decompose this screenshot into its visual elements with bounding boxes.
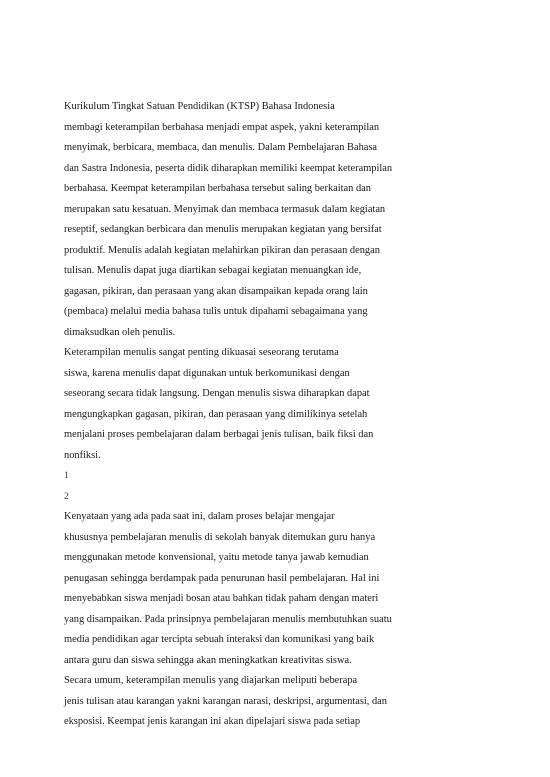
paragraph-line: menyebabkan siswa menjadi bosan atau bahkan tidak paham dengan materi: [64, 593, 379, 604]
paragraph-line: Kenyataan yang ada pada saat ini, dalam proses belajar mengajar: [64, 511, 335, 522]
paragraph-line: antara guru dan siswa sehingga akan meningkatkan kreativitas siswa.: [64, 654, 352, 666]
paragraph-line: penugasan sehingga berdampak pada penurunan hasil pembelajaran. Hal ini: [64, 572, 380, 584]
paragraph-line: nonfiksi.: [64, 449, 101, 461]
paragraph-line: media pendidikan agar tercipta sebuah interaksi dan komunikasi yang baik: [64, 634, 375, 645]
paragraph-line: (pembaca) melalui media bahasa tulis untuk dipahami sebagaimana yang: [64, 306, 368, 317]
paragraph-line: siswa, karena menulis dapat digunakan untuk berkomunikasi dengan: [64, 367, 350, 379]
paragraph-line: reseptif, sedangkan berbicara dan menulis merupakan kegiatan yang bersifat: [64, 224, 382, 235]
paragraph-line: merupakan satu kesatuan. Menyimak dan membaca termasuk dalam kegiatan: [64, 203, 386, 215]
paragraph-line: menjalani proses pembelajaran dalam berbagai jenis tulisan, baik fiksi dan: [64, 429, 374, 440]
paragraph-line: khususnya pembelajaran menulis di sekolah banyak ditemukan guru hanya: [64, 531, 376, 543]
paragraph-line: yang disampaikan. Pada prinsipnya pembelajaran menulis membutuhkan suatu: [64, 613, 392, 625]
paragraph-line: eksposisi. Keempat jenis karangan ini akan dipelajari siswa pada setiap: [64, 716, 361, 727]
paragraph-line: tulisan. Menulis dapat juga diartikan sebagai kegiatan menuangkan ide,: [64, 265, 362, 276]
paragraph-line: menggunakan metode konvensional, yaitu metode tanya jawab kemudian: [64, 552, 369, 563]
paragraph-line: Secara umum, keterampilan menulis yang diajarkan meliputi beberapa: [64, 675, 358, 686]
paragraph-line: seseorang secara tidak langsung. Dengan menulis siswa diharapkan dapat: [64, 388, 370, 399]
paragraph-line: produktif. Menulis adalah kegiatan melahirkan pikiran dan perasaan dengan: [64, 244, 380, 256]
page-number: 2: [64, 491, 69, 502]
paragraph-line: menyimak, berbicara, membaca, dan menulis. Dalam Pembelajaran Bahasa: [64, 142, 378, 153]
paragraph-line: mengungkapkan gagasan, pikiran, dan perasaan yang dimilikinya setelah: [64, 408, 368, 420]
paragraph-line: berbahasa. Keempat keterampilan berbahasa tersebut saling berkaitan dan: [64, 183, 371, 194]
paragraph-line: dimaksudkan oleh penulis.: [64, 326, 176, 338]
page-number: 1: [64, 471, 69, 481]
paragraph-line: dan Sastra Indonesia, peserta didik diharapkan memiliki keempat keterampilan: [64, 162, 393, 174]
paragraph-line: membagi keterampilan berbahasa menjadi empat aspek, yakni keterampilan: [64, 121, 380, 133]
paragraph-line: gagasan, pikiran, dan perasaan yang akan disampaikan kepada orang lain: [64, 285, 368, 297]
document-body: [64, 97, 504, 733]
paragraph-line: Keterampilan menulis sangat penting dikuasai seseorang terutama: [64, 347, 339, 358]
paragraph-line: Kurikulum Tingkat Satuan Pendidikan (KTSP) Bahasa Indonesia: [64, 101, 335, 112]
paragraph-line: jenis tulisan atau karangan yakni karangan narasi, deskripsi, argumentasi, dan: [64, 695, 387, 707]
